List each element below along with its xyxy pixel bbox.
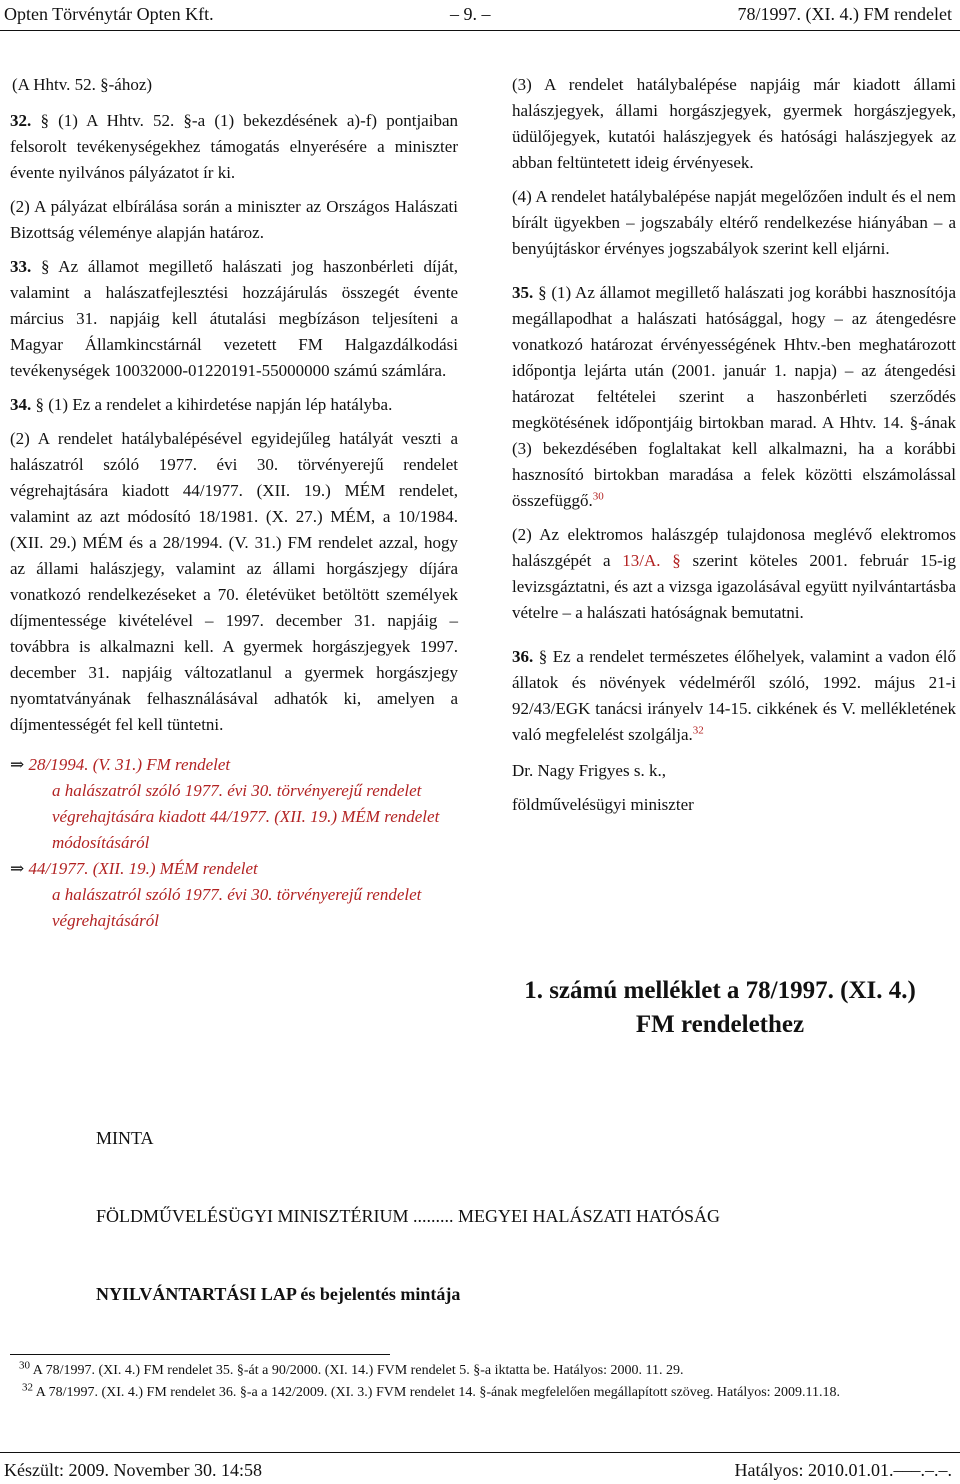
- header-left: Opten Törvénytár Opten Kft.: [4, 4, 214, 24]
- form-dots: .........: [413, 1206, 454, 1226]
- paragraph-34: 34. § (1) Ez a rendelet a kihirdetése napján lép hatályba.: [10, 395, 393, 414]
- right-column: [512, 72, 956, 826]
- footnote-32: $^{32}$ A 78/1997. (XI. 4.) FM rendelet 36. §-a a 142/2009. (XI. 3.) FVM rendelet 14. §-ának megfelelően megállapított szöveg. Hatályos: 2009.11.18.: [22, 1381, 841, 1400]
- form-header-line: [96, 1206, 720, 1227]
- paragraph-34-2: (2) A rendelet hatálybalépésével egyidejűleg hatályát veszti a halászatról szóló 1977. évi 30. törvényerejű rendelet végrehajtására kiadott 44/1977. (XII. 19.) MÉM rendelet, valamint az azt módosító 18/1981. (X. 27.) MÉM, a 10/1984. (XII. 29.) MÉM és a 28/1994. (V. 31.) FM rendelet azzal, hogy az állami halászjegy, valamint az állami horgászjegy díjára vonatkozó rendelkezéseket a 70. életévüket betöltött személyek díjmentessége kivételével – 1997. december 31. napjáig – továbbra is alkalmazni kell. A gyermek horgászjegyek 1997. december 31. napjáig változatlanul a gyermek horgászjegy nyomtatványának felhasználásával adhatók ki, amelyen a díjmentességét fel kell tüntetni.: [10, 429, 458, 734]
- footer-left: Készült: 2009. November 30. 14:58: [4, 1460, 262, 1480]
- footnote-ref-32[interactable]: 32: [692, 724, 704, 737]
- footer-right: Hatályos: 2010.01.01.–––.–.–.: [734, 1460, 952, 1480]
- footnotes: [10, 1360, 950, 1404]
- reference-title[interactable]: 44/1977. (XII. 19.) MÉM rendelet: [28, 859, 258, 878]
- arrow-icon: ⇒: [10, 755, 25, 774]
- paragraph-36: 36. § Ez a rendelet természetes élőhelyek, valamint a vadon élő állatok és növények védelméről szóló, 1992. május 21-i 92/43/EGK tanácsi irányelv 14-15. cikkének és V. mellékletének való megfelelést szolgálja.$^{32}$: [512, 647, 957, 744]
- left-column: [10, 72, 458, 934]
- form-title: NYILVÁNTARTÁSI LAP és bejelentés mintája: [96, 1284, 461, 1304]
- reference-item[interactable]: [10, 856, 458, 882]
- paragraph-35-2: (2) Az elektromos halászgép tulajdonosa meglévő elektromos halászgépét a 13/A. § szerint köteles 2001. február 15-ig levizsgáztatni, és azt a vizsga igazolásával együtt nyilvántartásba vételre – a halászati hatóságnak bemutatni.: [512, 525, 956, 622]
- section-link-13a[interactable]: 13/A. §: [622, 551, 681, 570]
- header-right: 78/1997. (XI. 4.) FM rendelet: [737, 4, 952, 24]
- form-authority: MEGYEI HALÁSZATI HATÓSÁG: [458, 1206, 720, 1226]
- reference-item[interactable]: [10, 752, 458, 778]
- reference-list: [10, 752, 458, 934]
- page-header: [0, 2, 960, 28]
- paragraph-35: 35. § (1) Az államot megillető halászati jog korábbi hasznosítója megállapodhat a halászati hatósággal, hogy – az átengedésre vonatkozó határozat érvényességének Hhtv.-ben meghatározott időpontja lejárta után (2001. január 1. napja) – az átengedési határozat feltételei szerint a haszonbérleti szerződés megkötésének időpontjáig birtokban marad. A Hhtv. 14. §-ának (3) bekezdésében foglaltakat kell alkalmazni, ha a korábbi hasznosító birtokban maradása a felek közötti elszámolással összefüggő.$^{30}$: [512, 283, 957, 510]
- form-minta: MINTA: [96, 1128, 154, 1148]
- footnote-rule: [10, 1354, 390, 1355]
- header-page-number: – 9. –: [450, 4, 491, 24]
- paragraph-34-3: (3) A rendelet hatálybalépése napjáig már kiadott állami halászjegyek, állami horgászjegyek, gyermek horgászjegyek, üdülőjegyek, kutatói halászjegyek és hatósági halászjegyek az abban feltüntetett ideig érvényesek.: [512, 75, 956, 172]
- reference-description: a halászatról szóló 1977. évi 30. törvényerejű rendelet végrehajtására kiadott 44/1977. (XII. 19.) MÉM rendelet módosításáról: [52, 781, 440, 852]
- header-rule: [0, 30, 960, 31]
- footer-rule: [0, 1452, 960, 1453]
- form-ministry: FÖLDMŰVELÉSÜGYI MINISZTÉRIUM: [96, 1206, 409, 1226]
- footnote-ref-30[interactable]: 30: [592, 490, 604, 503]
- paragraph-32: 32. § (1) A Hhtv. 52. §-a (1) bekezdésének a)-f) pontjaiban felsorolt tevékenységekhez támogatás elnyerésére a miniszter évente nyilvános pályázatot ír ki.: [10, 111, 458, 182]
- paragraph-34-4: (4) A rendelet hatálybalépése napját megelőzően indult és el nem bírált ügyekben – jogszabály eltérő rendelkezése hiányában – a benyújtáskor érvényes jogszabályok szerint kell eljárni.: [512, 187, 956, 258]
- signer-title: földművelésügyi miniszter: [512, 795, 694, 814]
- arrow-icon: ⇒: [10, 859, 25, 878]
- reference-title[interactable]: 28/1994. (V. 31.) FM rendelet: [28, 755, 231, 774]
- signer-name: Dr. Nagy Frigyes s. k.,: [512, 761, 666, 780]
- paragraph-32-2: (2) A pályázat elbírálása során a miniszter az Országos Halászati Bizottság véleménye alapján határoz.: [10, 197, 458, 242]
- footnote-30: $^{30}$ A 78/1997. (XI. 4.) FM rendelet 35. §-át a 90/2000. (XI. 14.) FVM rendelet 5. §-a iktatta be. Hatályos: 2000. 11. 29.: [19, 1359, 684, 1378]
- reference-description: a halászatról szóló 1977. évi 30. törvényerejű rendelet végrehajtásáról: [52, 885, 422, 930]
- paragraph-33: 33. § Az államot megillető halászati jog haszonbérleti díját, valamint a halászatfejlesztési hozzájárulás összegét évente március 31. napjáig kell átutalási megbízáson teljesíteni a Magyar Államkincstárnál vezetett FM Halgazdálkodási tevékenységek 10032000-01220191-55000000 számú számlára.: [10, 257, 459, 380]
- section-heading: (A Hhtv. 52. §-ához): [12, 75, 153, 94]
- annex-title: 1. számú melléklet a 78/1997. (XI. 4.) FM rendelethez: [524, 977, 916, 1038]
